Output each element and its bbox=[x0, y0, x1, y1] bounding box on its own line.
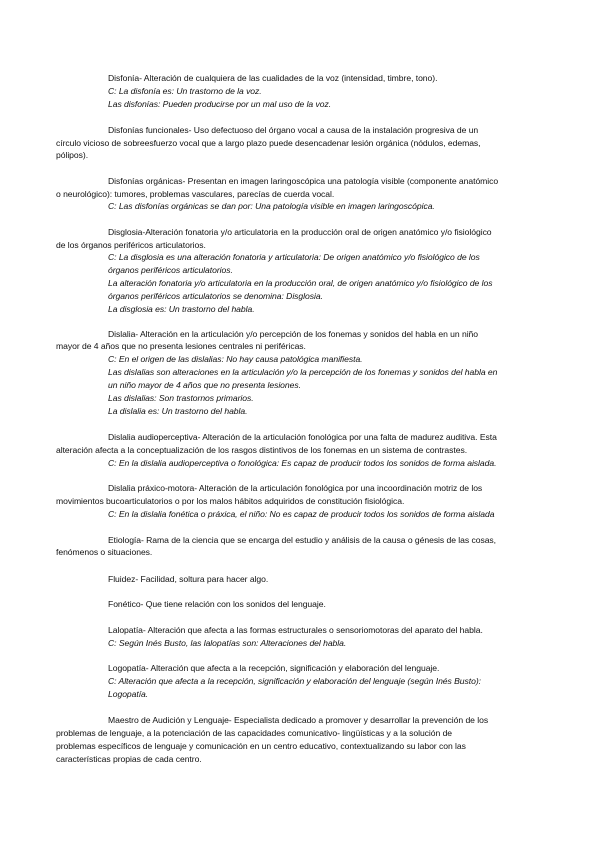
maestro-line-2: problemas de lenguaje, a la potenciación de las capacidades comunicativo- lingüísticas y a la solución de bbox=[56, 728, 453, 738]
disglosia-note-1-cont: órganos periféricos articulatorios. bbox=[108, 265, 233, 275]
disfonia-definition: Disfonía- Alteración de cualquiera de las cualidades de la voz (intensidad, timbre, tono). bbox=[108, 73, 438, 83]
disfonias-organicas-line-2: o neurológico): tumores, problemas vasculares, parecías de cuerda vocal. bbox=[56, 189, 335, 199]
dislalia-audioperceptiva-line-2: alteración afecta a la conceptualización de los rasgos distintivos de los fonemas en un sistema de contrastes. bbox=[56, 445, 468, 455]
fluidez-definition: Fluidez- Facilidad, soltura para hacer algo. bbox=[108, 574, 269, 584]
disfonias-organicas-note: C: Las disfonías orgánicas se dan por: Una patología visible en imagen laringoscópica. bbox=[108, 201, 435, 211]
maestro-line-3: problemas específicos de lenguaje y comunicación en un centro educativo, contextualizando su labor con las bbox=[56, 741, 466, 751]
dislalia-audioperceptiva-note: C: En la dislalia audioperceptiva o fonológica: Es capaz de producir todos los sonidos de forma aislada. bbox=[108, 458, 497, 468]
disfonia-note-2: Las disfonías: Pueden producirse por un mal uso de la voz. bbox=[108, 99, 332, 109]
dislalia-line-2: mayor de 4 años que no presenta lesiones centrales ni periféricas. bbox=[56, 341, 306, 351]
etiologia-line-1: Etiología- Rama de la ciencia que se encarga del estudio y análisis de la causa o génesis de las cosas, bbox=[108, 535, 497, 545]
dislalia-praxico-motora-line-2: movimientos bucoarticulatorios o por los malos hábitos adquiridos de constitución fisiológica. bbox=[56, 496, 405, 506]
disfonia-note-1: C: La disfonía es: Un trastorno de la voz. bbox=[108, 86, 262, 96]
maestro-line-4: características propias de cada centro. bbox=[56, 754, 202, 764]
dislalia-note-4: La dislalia es: Un trastorno del habla. bbox=[108, 406, 248, 416]
dislalia-note-3: Las dislalias: Son trastornos primarios. bbox=[108, 393, 254, 403]
dislalia-praxico-motora-line-1: Dislalia práxico-motora- Alteración de la articulación fonológica por una incoordinación motriz de los bbox=[108, 483, 483, 493]
disglosia-note-2-cont: órganos periféricos articulatorios se denomina: Disglosia. bbox=[108, 291, 323, 301]
disglosia-line-2: de los órganos periféricos articulatorios. bbox=[56, 240, 206, 250]
disglosia-note-2: La alteración fonatoria y/o articulatoria en la producción oral, de origen anatómico y/o fisiológico de los bbox=[108, 278, 493, 288]
lalopatia-note: C: Según Inés Busto, las lalopatías son: Alteraciones del habla. bbox=[108, 638, 347, 648]
disfonias-organicas-line-1: Disfonías orgánicas- Presentan en imagen laringoscópica una patología visible (componente anatómico bbox=[108, 176, 499, 186]
disfonias-funcionales-line-1: Disfonías funcionales- Uso defectuoso del órgano vocal a causa de la instalación progresiva de un bbox=[108, 125, 479, 135]
disglosia-note-1: C: La disglosia es una alteración fonatoria y articulatoria: De origen anatómico y/o fisiológico de los bbox=[108, 252, 480, 262]
disfonias-funcionales-line-2: círculo vicioso de sobreesfuerzo vocal que a largo plazo puede desencadenar lesión orgánica (nódulos, edemas, bbox=[56, 138, 481, 148]
dislalia-note-2: Las dislalias son alteraciones en la articulación y/o la percepción de los fonemas y sonidos del habla en bbox=[108, 367, 498, 377]
fonetico-definition: Fonético- Que tiene relación con los sonidos del lenguaje. bbox=[108, 599, 326, 609]
logopatia-definition: Logopatía- Alteración que afecta a la recepción, significación y elaboración del lenguaje. bbox=[108, 663, 440, 673]
dislalia-note-1: C: En el origen de las dislalias: No hay causa patológica manifiesta. bbox=[108, 354, 363, 364]
disglosia-line-1: Disglosia-Alteración fonatoria y/o articulatoria en la producción oral de origen anatómico y/o fisiológico bbox=[108, 227, 492, 237]
logopatia-note: C: Alteración que afecta a la recepción, significación y elaboración del lenguaje (según Inés Busto): bbox=[108, 676, 481, 686]
dislalia-note-2-cont: un niño mayor de 4 años que no presenta lesiones. bbox=[108, 380, 301, 390]
disglosia-note-3: La disglosia es: Un trastorno del habla. bbox=[108, 304, 255, 314]
lalopatia-definition: Lalopatía- Alteración que afecta a las formas estructurales o sensoriomotoras del aparato del habla. bbox=[108, 625, 483, 635]
disfonias-funcionales-line-3: pólipos). bbox=[56, 150, 89, 160]
dislalia-praxico-motora-note: C: En la dislalia fonética o práxica, el niño: No es capaz de producir todos los sonidos de forma aislada bbox=[108, 509, 495, 519]
maestro-line-1: Maestro de Audición y Lenguaje- Especialista dedicado a promover y desarrollar la prevención de los bbox=[108, 715, 489, 725]
etiologia-line-2: fenómenos o situaciones. bbox=[56, 547, 153, 557]
logopatia-note-cont: Logopatía. bbox=[108, 689, 149, 699]
dislalia-audioperceptiva-line-1: Dislalia audioperceptiva- Alteración de la articulación fonológica por una falta de madurez auditiva. Esta bbox=[108, 432, 497, 442]
dislalia-line-1: Dislalia- Alteración en la articulación y/o percepción de los fonemas y sonidos del habla en un niño bbox=[108, 329, 479, 339]
